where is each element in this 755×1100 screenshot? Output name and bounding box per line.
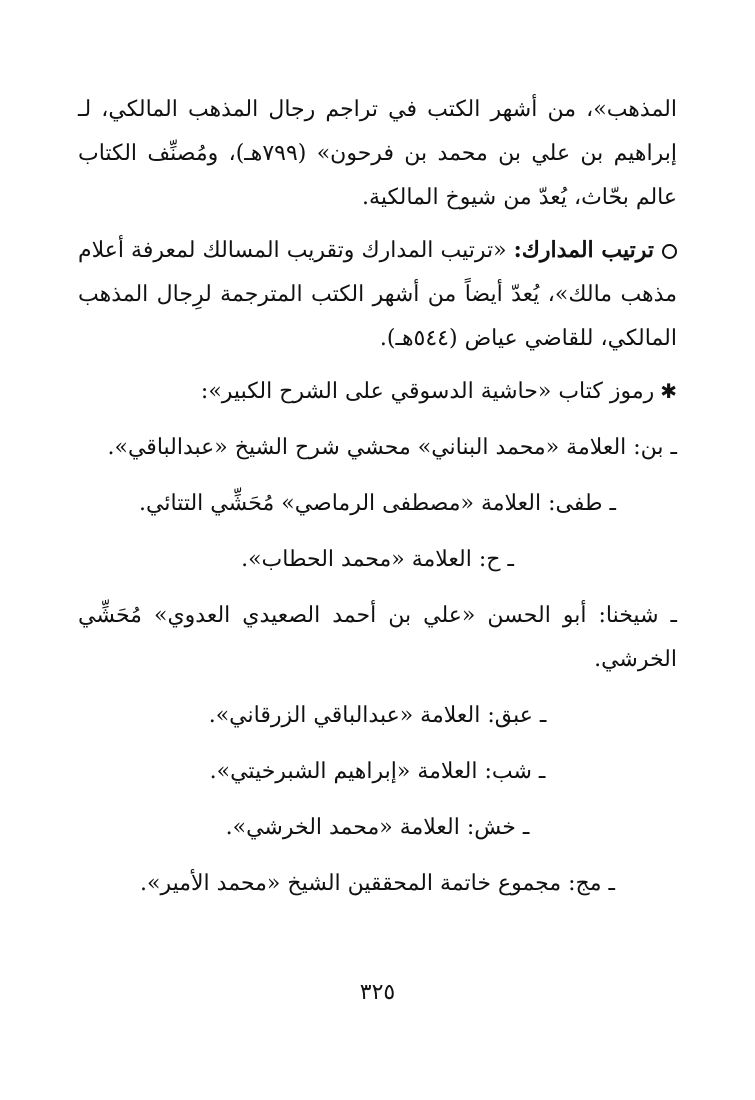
circle-bullet-icon <box>662 244 677 259</box>
list-item: ـ بن: العلامة «محمد البناني» محشي شرح الشيخ «عبدالباقي». <box>107 435 677 460</box>
entry-text: «ترتيب المدارك وتقريب المسالك لمعرفة أعلام مذهب مالك»، يُعدّ أيضاً من أشهر الكتب المترجمة لرِجال المذهب المالكي، للقاضي عياض (٥٤٤هـ). <box>78 238 677 351</box>
list-item: ـ طفى: العلامة «مصطفى الرماصي» مُحَشِّي التتائي. <box>139 491 616 516</box>
paragraph-tartib-al-madarik <box>78 228 677 361</box>
asterisk-bullet-icon: ✱ <box>660 379 677 403</box>
paragraph-ibn-farhun: المذهب»، من أشهر الكتب في تراجم رجال المذهب المالكي، لـ إبراهيم بن علي بن محمد بن فرحون» (٧٩٩هـ)، ومُصنِّف الكتاب عالم بحّاث، يُعدّ من شيوخ المالكية. <box>78 97 678 210</box>
heading-symbols <box>78 369 677 414</box>
list-item: ـ خش: العلامة «محمد الخرشي». <box>225 815 530 840</box>
entry-title: ترتيب المدارك: <box>513 237 654 263</box>
list-item: ـ ح: العلامة «محمد الحطاب». <box>241 547 514 572</box>
list-item: ـ شب: العلامة «إبراهيم الشبرخيتي». <box>209 759 546 784</box>
list-item: ـ عبق: العلامة «عبدالباقي الزرقاني». <box>208 703 547 728</box>
body-text <box>78 88 677 906</box>
list-item: ـ مج: مجموع خاتمة المحققين الشيخ «محمد الأمير». <box>140 871 615 896</box>
list-item: ـ شيخنا: أبو الحسن «علي بن أحمد الصعيدي العدوي» مُحَشِّي الخرشي. <box>78 603 677 672</box>
heading-text: رموز كتاب «حاشية الدسوقي على الشرح الكبير»: <box>200 379 655 404</box>
page-number: ٣٢٥ <box>359 980 396 1005</box>
